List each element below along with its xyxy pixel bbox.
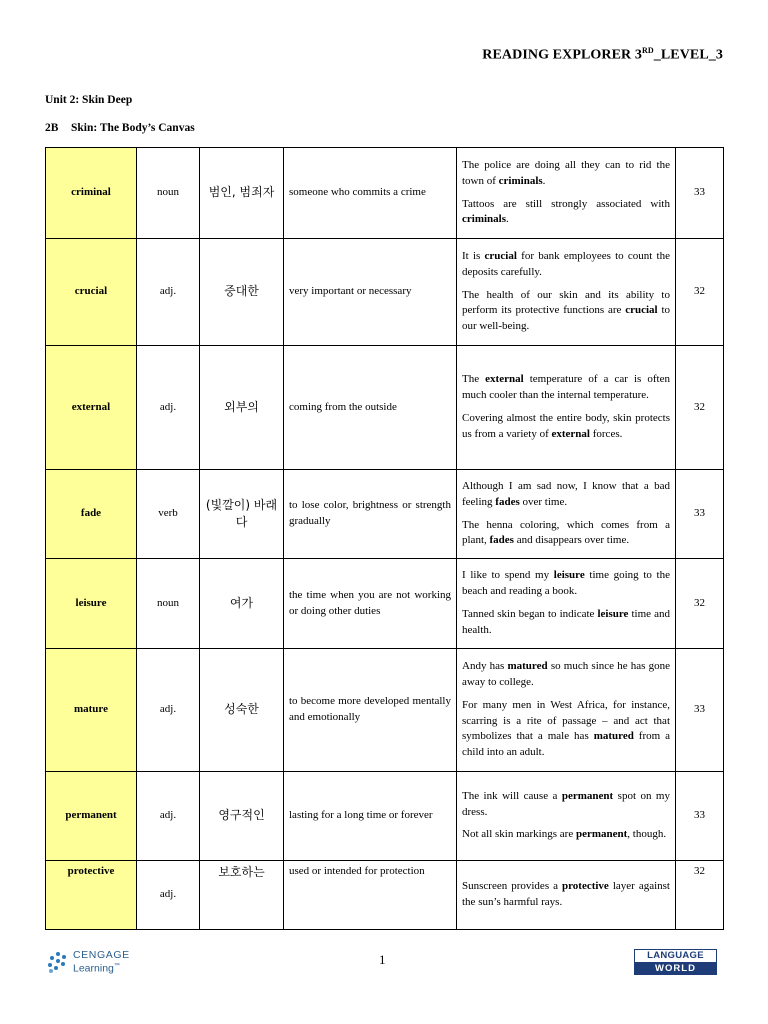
part-of-speech-cell: noun <box>137 559 200 649</box>
example-sentence: For many men in West Africa, for instance, scarring is a rite of passage – and act that symbolizes that a male has matured from a child into an adult. <box>462 698 670 759</box>
example-sentence: I like to spend my leisure time going to the beach and reading a book. <box>462 569 670 598</box>
word-cell: protective <box>46 861 137 930</box>
page-reference-cell: 32 <box>676 861 724 930</box>
korean-meaning-cell: 외부의 <box>200 346 284 470</box>
examples-cell <box>457 772 676 861</box>
example-sentence: Not all skin markings are permanent, though. <box>462 828 667 841</box>
table-row <box>46 470 724 559</box>
word-cell: fade <box>46 470 137 559</box>
korean-meaning-cell: 여가 <box>200 559 284 649</box>
cengage-logo-line1: CENGAGE <box>73 949 130 961</box>
example-sentence: Tattoos are still strongly associated with criminals. <box>462 197 670 226</box>
page-reference-cell: 32 <box>676 346 724 470</box>
table-row <box>46 239 724 346</box>
language-world-logo-line2: WORLD <box>634 963 717 975</box>
section-heading <box>45 122 195 134</box>
definition-cell: very important or necessary <box>284 239 457 346</box>
korean-meaning-cell: 중대한 <box>200 239 284 346</box>
korean-meaning-cell: 보호하는 <box>200 861 284 930</box>
word-cell: mature <box>46 649 137 772</box>
example-sentence: Although I am sad now, I know that a bad feeling fades over time. <box>462 479 670 508</box>
cengage-logo-line2: Learning <box>73 962 114 975</box>
part-of-speech-cell: adj. <box>137 346 200 470</box>
vocabulary-table <box>45 147 724 930</box>
part-of-speech-cell: verb <box>137 470 200 559</box>
cengage-learning-logo <box>47 950 130 975</box>
unit-heading: Unit 2: Skin Deep <box>45 94 133 106</box>
table-row <box>46 861 724 930</box>
part-of-speech-cell: adj. <box>137 239 200 346</box>
word-cell: leisure <box>46 559 137 649</box>
table-row <box>46 346 724 470</box>
examples-cell <box>457 470 676 559</box>
definition-cell: used or intended for protection <box>284 861 457 930</box>
korean-meaning-cell: 영구적인 <box>200 772 284 861</box>
part-of-speech-cell: adj. <box>137 772 200 861</box>
section-title: Skin: The Body’s Canvas <box>71 122 195 134</box>
part-of-speech-cell: adj. <box>137 861 200 930</box>
page-number: 1 <box>379 952 386 967</box>
example-sentence: The external temperature of a car is often much cooler than the internal temperature. <box>462 373 670 402</box>
word-cell: criminal <box>46 148 137 239</box>
language-world-logo <box>634 949 717 977</box>
page-reference-cell: 33 <box>676 772 724 861</box>
example-sentence: Tanned skin began to indicate leisure time and health. <box>462 608 670 636</box>
document-title <box>482 46 723 64</box>
table-row <box>46 649 724 772</box>
page-reference-cell: 32 <box>676 559 724 649</box>
language-world-logo-line1: LANGUAGE <box>634 949 717 963</box>
example-sentence: The health of our skin and its ability to perform its protective functions are crucial to our well-being. <box>462 288 670 333</box>
word-cell: crucial <box>46 239 137 346</box>
example-sentence: It is crucial for bank employees to count the deposits carefully. <box>462 249 670 278</box>
table-row <box>46 148 724 239</box>
example-sentence: Covering almost the entire body, skin protects us from a variety of external forces. <box>462 412 670 440</box>
examples-cell <box>457 148 676 239</box>
example-sentence: The ink will cause a permanent spot on my dress. <box>462 789 670 818</box>
cengage-dots-icon <box>47 951 69 973</box>
example-sentence: Sunscreen provides a protective layer against the sun’s harmful rays. <box>462 880 670 908</box>
title-suffix: _LEVEL_3 <box>653 47 723 63</box>
example-sentence: Andy has matured so much since he has gone away to college. <box>462 659 670 688</box>
korean-meaning-cell: (빛깔이) 바래다 <box>200 470 284 559</box>
page-reference-cell: 33 <box>676 148 724 239</box>
example-sentence: The police are doing all they can to rid the town of criminals. <box>462 158 670 187</box>
title-superscript: RD <box>641 46 654 55</box>
section-code: 2B <box>45 122 59 134</box>
examples-cell <box>457 239 676 346</box>
examples-cell <box>457 861 676 930</box>
part-of-speech-cell: adj. <box>137 649 200 772</box>
definition-cell: lasting for a long time or forever <box>284 772 457 861</box>
examples-cell <box>457 649 676 772</box>
definition-cell: to become more developed mentally and emotionally <box>284 649 457 772</box>
part-of-speech-cell: noun <box>137 148 200 239</box>
korean-meaning-cell: 성숙한 <box>200 649 284 772</box>
trademark-mark: ™ <box>113 963 120 969</box>
definition-cell: the time when you are not working or doing other duties <box>284 559 457 649</box>
table-row <box>46 772 724 861</box>
word-cell: permanent <box>46 772 137 861</box>
korean-meaning-cell: 범인, 범죄자 <box>200 148 284 239</box>
page-reference-cell: 33 <box>676 470 724 559</box>
example-sentence: The henna coloring, which comes from a plant, fades and disappears over time. <box>462 518 670 547</box>
title-prefix: READING EXPLORER 3 <box>482 47 642 63</box>
examples-cell <box>457 346 676 470</box>
definition-cell: coming from the outside <box>284 346 457 470</box>
page-reference-cell: 32 <box>676 239 724 346</box>
definition-cell: someone who commits a crime <box>284 148 457 239</box>
table-row <box>46 559 724 649</box>
page-reference-cell: 33 <box>676 649 724 772</box>
examples-cell <box>457 559 676 649</box>
word-cell: external <box>46 346 137 470</box>
definition-cell: to lose color, brightness or strength gradually <box>284 470 457 559</box>
